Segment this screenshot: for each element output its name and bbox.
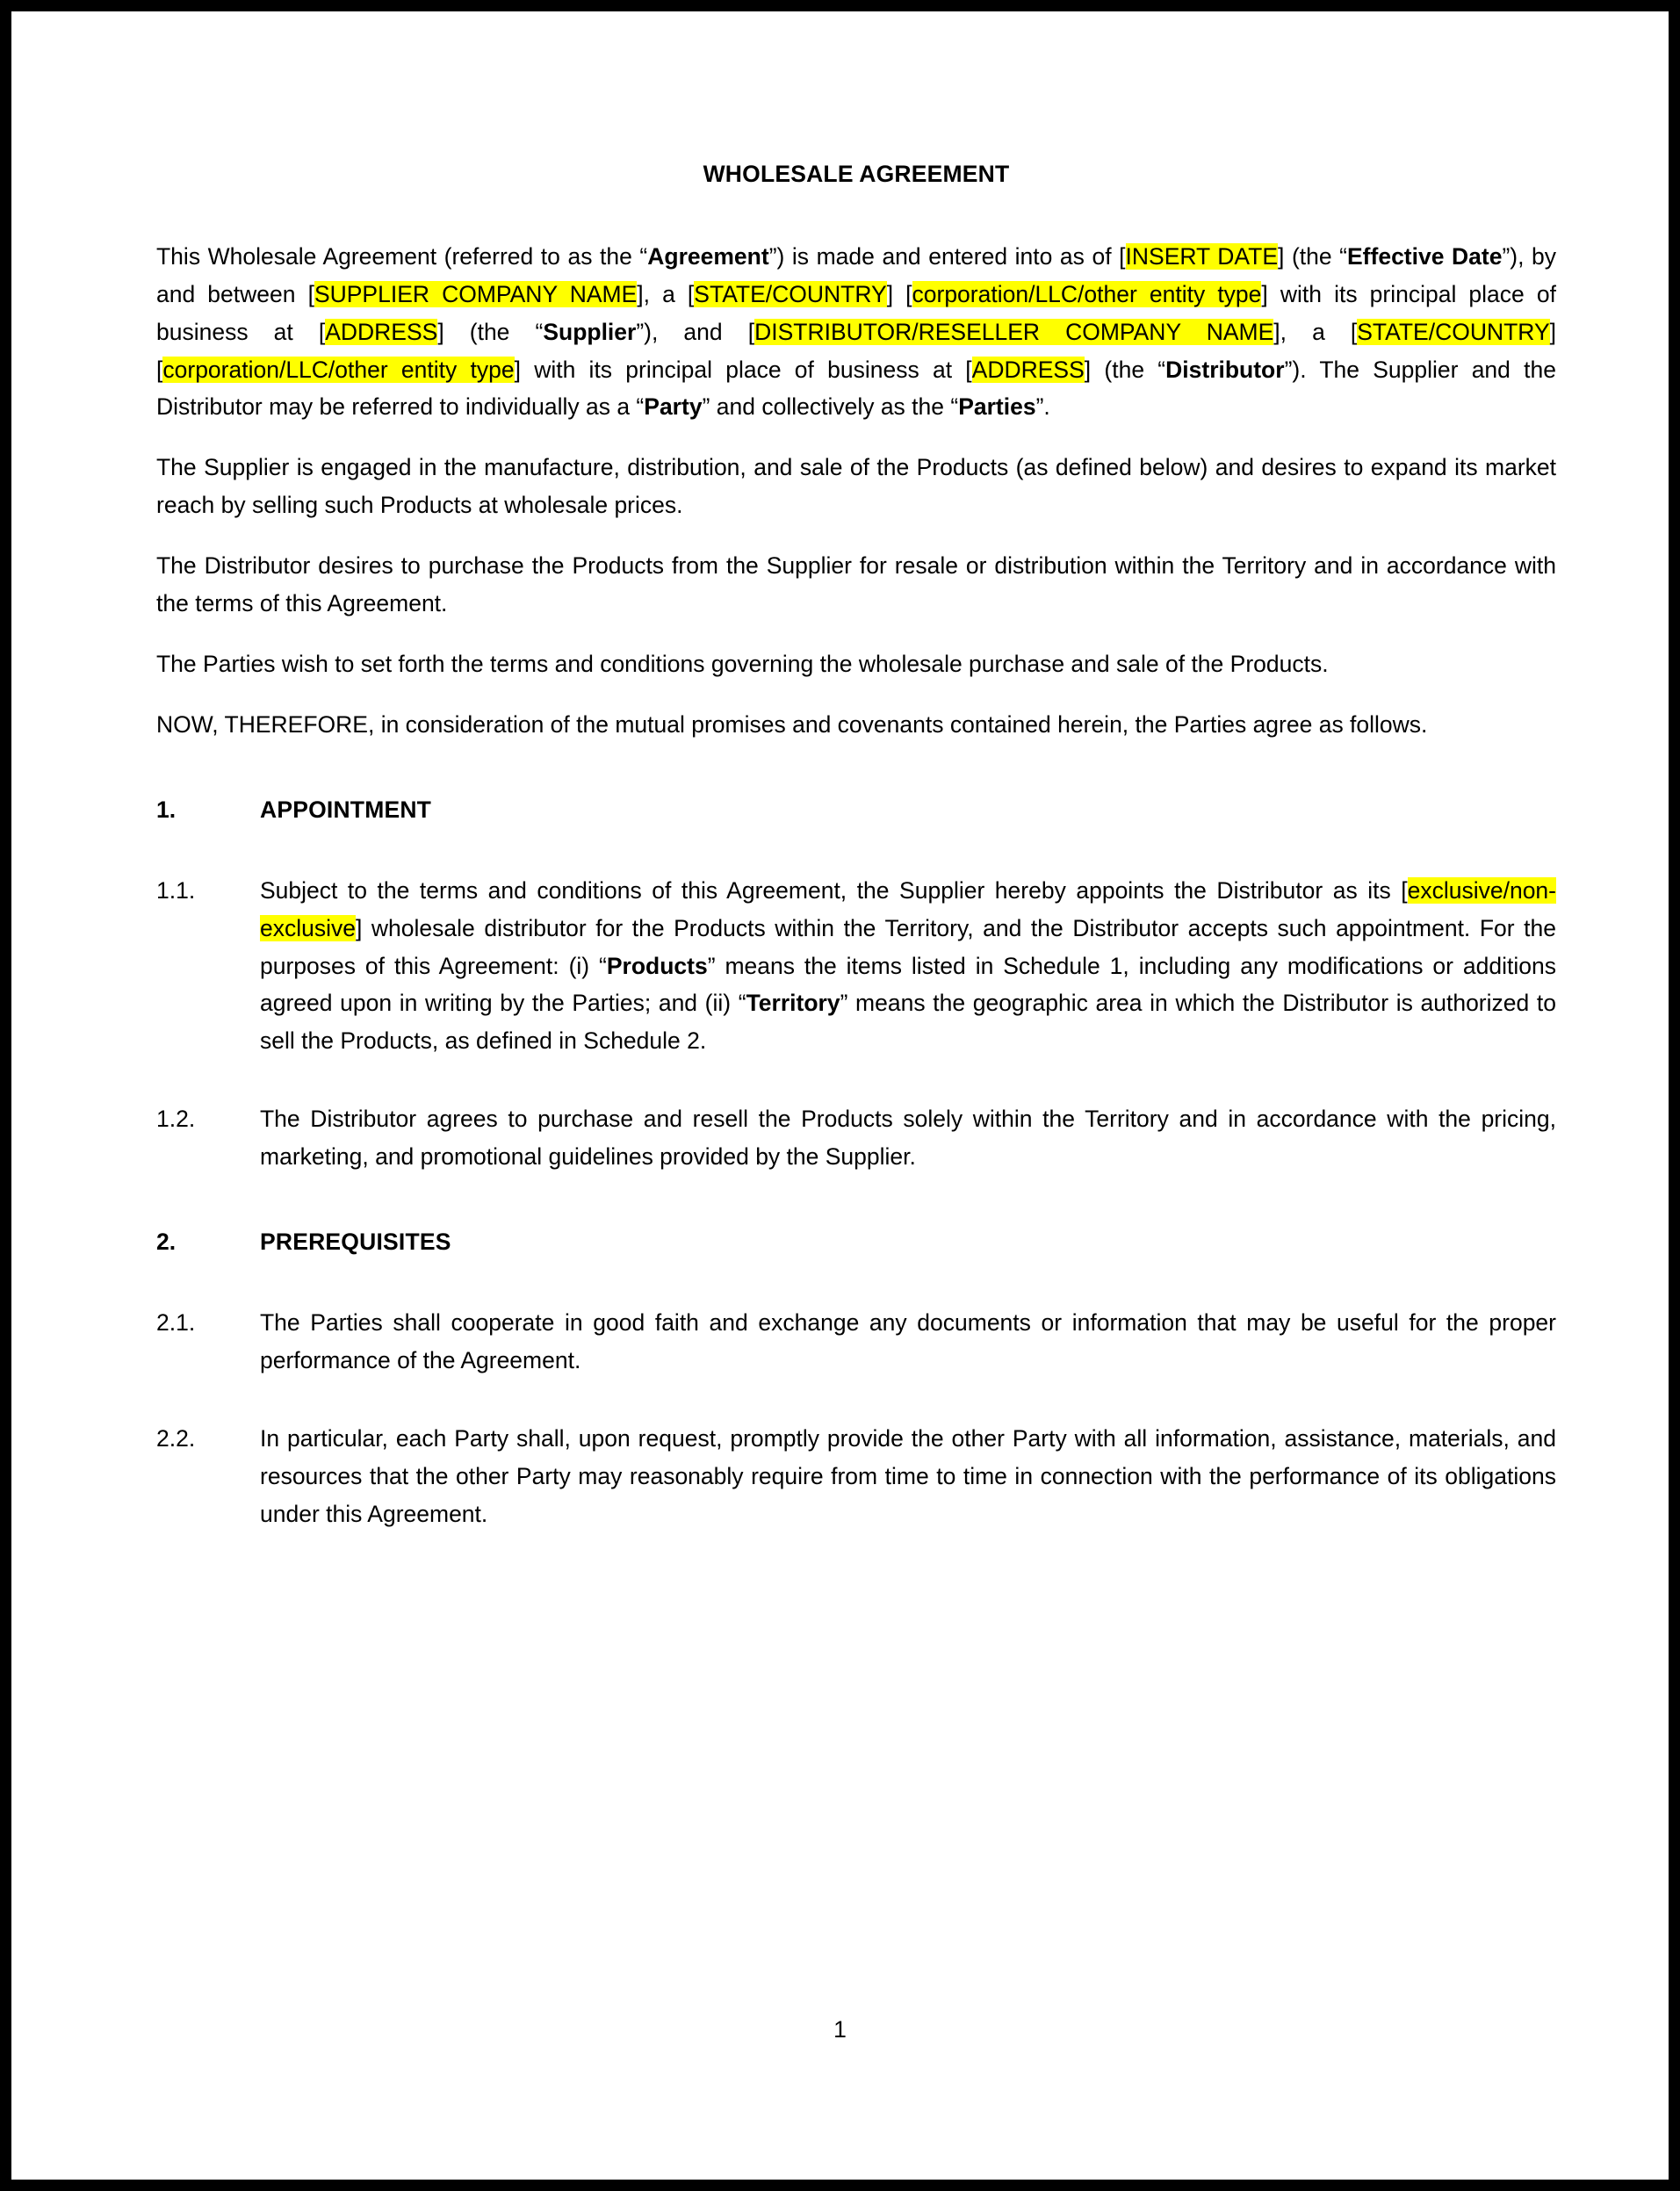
text-run: ] with its principal place of business at [: [156, 280, 1556, 345]
section-heading-appointment: [156, 793, 1556, 828]
defined-term-territory: Territory: [746, 990, 840, 1017]
page-title: WHOLESALE AGREEMENT: [703, 161, 1010, 187]
clause-number: 1.2.: [156, 1106, 196, 1133]
text-run: ” means the geographic area in which the Distributor is authorized to sell the Products, as defined in Schedule 2.: [260, 990, 1556, 1055]
clause-body: [260, 872, 1556, 1061]
clause-number: 1.1.: [156, 876, 196, 904]
page-number: 1: [833, 2016, 847, 2043]
placeholder-distributor-company-name: DISTRIBUTOR/RESELLER COMPANY NAME: [754, 318, 1274, 345]
section-title: PREREQUISITES: [260, 1229, 451, 1256]
placeholder-supplier-company-name: SUPPLIER COMPANY NAME: [314, 280, 638, 307]
clause-1-2: [156, 1100, 1556, 1176]
text-run: ] (the “: [1278, 242, 1347, 270]
clause-2-2: [156, 1420, 1556, 1533]
defined-term-distributor: Distributor: [1165, 356, 1285, 383]
clause-2-1: [156, 1304, 1556, 1380]
placeholder-supplier-state-country: STATE/COUNTRY: [694, 280, 887, 307]
placeholder-distributor-entity-type: corporation/LLC/other entity type: [162, 356, 515, 383]
page-content: [11, 11, 1669, 2180]
placeholder-insert-date: INSERT DATE: [1125, 242, 1279, 270]
clause-body: The Distributor agrees to purchase and resell the Products solely within the Territory and in accordance with the pricing, marketing, and promotional guidelines provided by the Supplier.: [260, 1106, 1556, 1171]
text-run: ] (the “: [1084, 356, 1166, 383]
text-run: ], a [: [637, 280, 695, 307]
text-run: ] (the “: [437, 318, 544, 345]
defined-term-effective-date: Effective Date: [1347, 242, 1503, 270]
section-title: APPOINTMENT: [260, 796, 432, 823]
preamble-paragraph-2: The Supplier is engaged in the manufacture, distribution, and sale of the Products (as defined below) and desires to expand its market reach by selling such Products at wholesale prices.: [156, 454, 1556, 519]
text-run: ] with its principal place of business at [: [514, 356, 972, 383]
clause-body: The Parties shall cooperate in good faith and exchange any documents or information that may be useful for the proper performance of the Agreement.: [260, 1308, 1556, 1373]
text-run: ] [: [156, 318, 1557, 383]
clause-body: In particular, each Party shall, upon request, promptly provide the other Party with all information, assistance, materials, and resources that the other Party may reasonably require from time to time in connection with the performance of its obligations under this Agreement.: [260, 1424, 1556, 1527]
clause-number: 2.1.: [156, 1308, 196, 1336]
section-number: 1.: [156, 796, 177, 823]
placeholder-distributor-address: ADDRESS: [971, 356, 1085, 383]
text-run: ” means the items listed in Schedule 1, including any modifications or additions agreed upon in writing by the Parties; and (ii) “: [260, 952, 1556, 1017]
text-run: This Wholesale Agreement (referred to as the “: [156, 242, 648, 270]
defined-term-parties: Parties: [958, 393, 1036, 421]
section-heading-prerequisites: [156, 1225, 1556, 1260]
clause-number: 2.2.: [156, 1424, 196, 1452]
text-run: ”), and [: [636, 318, 755, 345]
placeholder-exclusivity: exclusive/non-exclusive: [260, 876, 1556, 941]
preamble-paragraph-5: NOW, THEREFORE, in consideration of the mutual promises and covenants contained herein, the Parties agree as follows.: [156, 711, 1428, 739]
text-run: ”.: [1035, 393, 1050, 421]
defined-term-supplier: Supplier: [543, 318, 637, 345]
text-run: ”), by and between [: [156, 242, 1557, 307]
preamble-paragraph-1: [156, 238, 1556, 427]
text-run: ” and collectively as the “: [702, 393, 959, 421]
defined-term-products: Products: [606, 952, 708, 979]
text-run: ] wholesale distributor for the Products within the Territory, and the Distributor accepts such appointment. For the purposes of this Agreement: (i) “: [260, 914, 1556, 979]
defined-term-party: Party: [644, 393, 703, 421]
placeholder-supplier-entity-type: corporation/LLC/other entity type: [912, 280, 1262, 307]
text-run: ] [: [886, 280, 912, 307]
preamble-paragraph-3: The Distributor desires to purchase the Products from the Supplier for resale or distribution within the Territory and in accordance with the terms of this Agreement.: [156, 552, 1556, 617]
preamble-paragraph-4: The Parties wish to set forth the terms and conditions governing the wholesale purchase and sale of the Products.: [156, 651, 1329, 678]
text-run: Subject to the terms and conditions of this Agreement, the Supplier hereby appoints the Distributor as its [: [260, 876, 1408, 904]
placeholder-distributor-state-country: STATE/COUNTRY: [1357, 318, 1550, 345]
clause-1-1: [156, 872, 1556, 1061]
defined-term-agreement: Agreement: [647, 242, 769, 270]
text-run: ”) is made and entered into as of [: [768, 242, 1126, 270]
placeholder-supplier-address: ADDRESS: [325, 318, 438, 345]
section-number: 2.: [156, 1229, 177, 1256]
text-run: ], a [: [1273, 318, 1358, 345]
text-run: ”). The Supplier and the Distributor may be referred to individually as a “: [156, 356, 1556, 421]
